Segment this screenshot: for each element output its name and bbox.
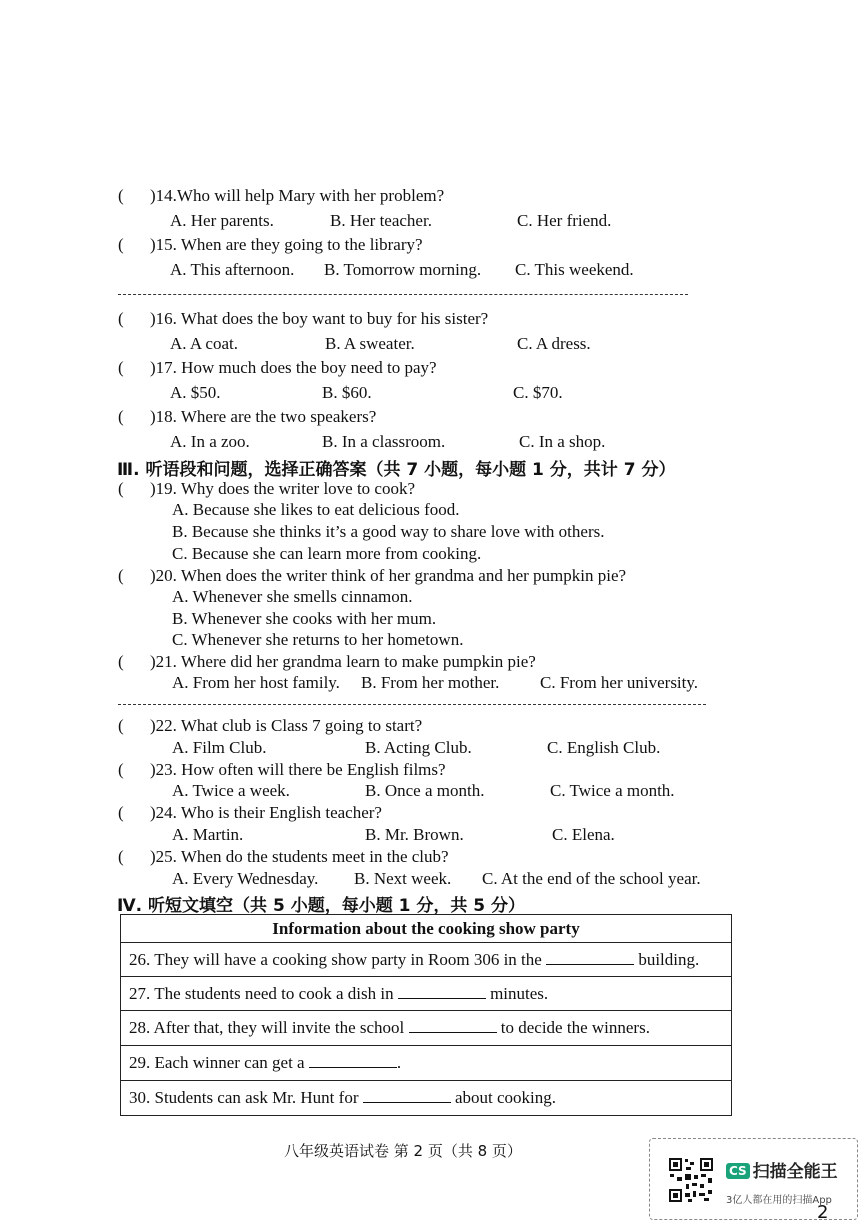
info-table — [120, 914, 732, 1116]
question-18: ( )18. Where are the two speakers? — [118, 407, 377, 426]
option-14c: C. Her friend. — [517, 211, 612, 230]
divider — [118, 294, 688, 295]
option-20b: B. Whenever she cooks with her mum. — [172, 609, 437, 628]
option-16b: B. A sweater. — [325, 334, 415, 353]
option-15a: A. This afternoon. — [170, 260, 295, 279]
qr-code-icon — [668, 1157, 714, 1203]
table-row: 27. The students need to cook a dish in minutes. — [121, 977, 732, 1011]
option-19b: B. Because she thinks it’s a good way to share love with others. — [172, 522, 605, 541]
question-17: ( )17. How much does the boy need to pay? — [118, 358, 437, 377]
option-15c: C. This weekend. — [515, 260, 634, 279]
question-24: ( )24. Who is their English teacher? — [118, 803, 382, 822]
question-15: ( )15. When are they going to the library? — [118, 235, 423, 254]
option-21a: A. From her host family. — [172, 673, 340, 692]
option-16a: A. A coat. — [170, 334, 238, 353]
option-19a: A. Because she likes to eat delicious food. — [172, 500, 460, 519]
option-20c: C. Whenever she returns to her hometown. — [172, 630, 464, 649]
option-21b: B. From her mother. — [361, 673, 500, 692]
question-25: ( )25. When do the students meet in the club? — [118, 847, 449, 866]
option-25c: C. At the end of the school year. — [482, 869, 701, 888]
option-25b: B. Next week. — [354, 869, 452, 888]
question-16: ( )16. What does the boy want to buy for his sister? — [118, 309, 489, 328]
option-24b: B. Mr. Brown. — [365, 825, 464, 844]
option-14a: A. Her parents. — [170, 211, 274, 230]
option-24c: C. Elena. — [552, 825, 615, 844]
option-17c: C. $70. — [513, 383, 563, 402]
answer-blank-27[interactable] — [398, 984, 486, 999]
table-row: 30. Students can ask Mr. Hunt for about cooking. — [121, 1081, 732, 1116]
option-22a: A. Film Club. — [172, 738, 267, 757]
section-4-heading: Ⅳ. 听短文填空（共 5 小题，每小题 1 分，共 5 分） — [117, 896, 526, 916]
option-18b: B. In a classroom. — [322, 432, 446, 451]
question-19: ( )19. Why does the writer love to cook? — [118, 479, 416, 498]
option-25a: A. Every Wednesday. — [172, 869, 319, 888]
option-22b: B. Acting Club. — [365, 738, 472, 757]
option-18a: A. In a zoo. — [170, 432, 250, 451]
option-15b: B. Tomorrow morning. — [324, 260, 482, 279]
option-24a: A. Martin. — [172, 825, 244, 844]
table-title: Information about the cooking show party — [121, 915, 732, 943]
answer-blank-26[interactable] — [546, 950, 634, 965]
answer-blank-28[interactable] — [409, 1018, 497, 1033]
option-17b: B. $60. — [322, 383, 372, 402]
table-row: 29. Each winner can get a . — [121, 1046, 732, 1081]
answer-blank-29[interactable] — [309, 1053, 397, 1068]
option-19c: C. Because she can learn more from cooking. — [172, 544, 482, 563]
divider — [118, 704, 706, 705]
question-20: ( )20. When does the writer think of her grandma and her pumpkin pie? — [118, 566, 627, 585]
option-23c: C. Twice a month. — [550, 781, 675, 800]
section-3-heading: Ⅲ. 听语段和问题，选择正确答案（共 7 小题，每小题 1 分，共计 7 分） — [117, 460, 676, 480]
question-21: ( )21. Where did her grandma learn to make pumpkin pie? — [118, 652, 536, 671]
option-23a: A. Twice a week. — [172, 781, 290, 800]
option-14b: B. Her teacher. — [330, 211, 432, 230]
option-18c: C. In a shop. — [519, 432, 606, 451]
question-14: ( )14.Who will help Mary with her problem? — [118, 186, 445, 205]
table-row: 26. They will have a cooking show party in Room 306 in the building. — [121, 943, 732, 977]
answer-blank-30[interactable] — [363, 1088, 451, 1103]
option-23b: B. Once a month. — [365, 781, 485, 800]
scanner-brand: CS 扫描全能王 — [726, 1157, 838, 1182]
option-21c: C. From her university. — [540, 673, 699, 692]
option-20a: A. Whenever she smells cinnamon. — [172, 587, 413, 606]
option-16c: C. A dress. — [517, 334, 591, 353]
question-22: ( )22. What club is Class 7 going to start? — [118, 716, 423, 735]
page-mark: 2 — [817, 1202, 829, 1223]
page-footer: 八年级英语试卷 第 2 页（共 8 页） — [284, 1142, 522, 1160]
question-23: ( )23. How often will there be English films? — [118, 760, 446, 779]
option-17a: A. $50. — [170, 383, 221, 402]
option-22c: C. English Club. — [547, 738, 661, 757]
scanner-tagline: 3亿人都在用的扫描App — [726, 1195, 832, 1206]
table-row: 28. After that, they will invite the school to decide the winners. — [121, 1011, 732, 1046]
